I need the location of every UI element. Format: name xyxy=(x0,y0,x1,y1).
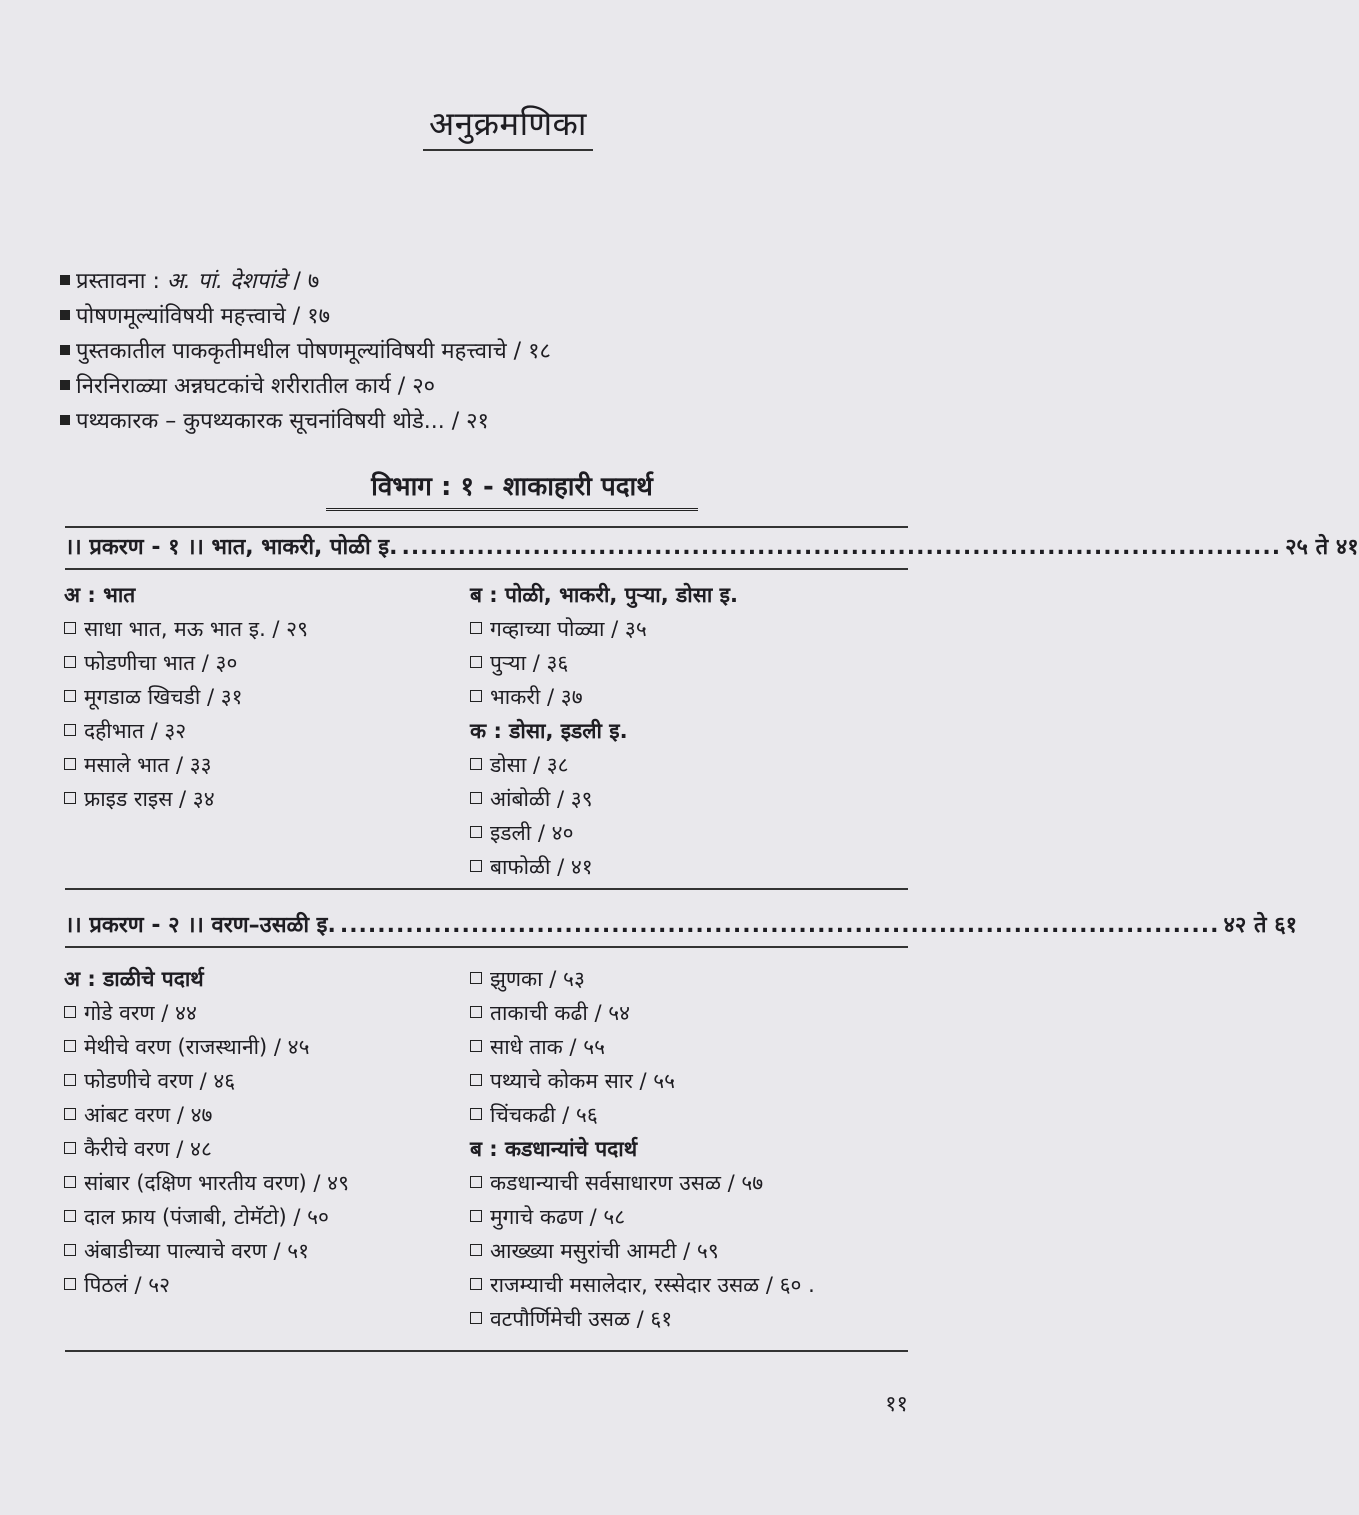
list-item: मुगाचे कढण / ५८ xyxy=(470,1200,815,1234)
checkbox-icon xyxy=(470,792,482,804)
checkbox-icon xyxy=(64,1278,76,1290)
list-item: साधा भात, मऊ भात इ. / २९ xyxy=(64,612,308,646)
list-item: साधे ताक / ५५ xyxy=(470,1030,815,1064)
intro-item: पुस्तकातील पाककृतीमधील पोषणमूल्यांविषयी महत्त्वाचे / १८ xyxy=(60,334,551,369)
checkbox-icon xyxy=(64,1108,76,1120)
list-item: फोडणीचा भात / ३० xyxy=(64,646,308,680)
checkbox-icon xyxy=(470,1278,482,1290)
list-item: मेथीचे वरण (राजस्थानी) / ४५ xyxy=(64,1030,349,1064)
list-item: दाल फ्राय (पंजाबी, टोमॅटो) / ५० xyxy=(64,1200,349,1234)
checkbox-icon xyxy=(470,656,482,668)
list-item: आंबट वरण / ४७ xyxy=(64,1098,349,1132)
subsection-heading: ब : कडधान्यांचे पदार्थ xyxy=(470,1137,638,1161)
list-item: सांबार (दक्षिण भारतीय वरण) / ४९ xyxy=(64,1166,349,1200)
subsection-heading: ब : पोळी, भाकरी, पुऱ्या, डोसा इ. xyxy=(470,583,738,607)
checkbox-icon xyxy=(64,1244,76,1256)
intro-item: पोषणमूल्यांविषयी महत्त्वाचे / १७ xyxy=(60,299,551,334)
checkbox-icon xyxy=(470,1006,482,1018)
list-item: पथ्याचे कोकम सार / ५५ xyxy=(470,1064,815,1098)
checkbox-icon xyxy=(470,1040,482,1052)
square-bullet-icon xyxy=(60,415,70,425)
checkbox-icon xyxy=(64,656,76,668)
list-item: बाफोळी / ४१ xyxy=(470,850,738,884)
checkbox-icon xyxy=(470,1074,482,1086)
list-item: कडधान्याची सर्वसाधारण उसळ / ५७ xyxy=(470,1166,815,1200)
list-item: मूगडाळ खिचडी / ३१ xyxy=(64,680,308,714)
chapter-1-heading: ।। प्रकरण - १ ।। भात, भाकरी, पोळी इ. .............................................................................................. २५ ते ४१ xyxy=(65,535,1359,560)
list-item: आख्ख्या मसुरांची आमटी / ५९ xyxy=(470,1234,815,1268)
checkbox-icon xyxy=(470,1312,482,1324)
checkbox-icon xyxy=(470,690,482,702)
list-item: फ्राइड राइस / ३४ xyxy=(64,782,308,816)
list-item: ताकाची कढी / ५४ xyxy=(470,996,815,1030)
list-item: पिठलं / ५२ xyxy=(64,1268,349,1302)
checkbox-icon xyxy=(64,622,76,634)
checkbox-icon xyxy=(64,1210,76,1222)
checkbox-icon xyxy=(64,724,76,736)
checkbox-icon xyxy=(470,1244,482,1256)
checkbox-icon xyxy=(64,1006,76,1018)
list-item: आंबोळी / ३९ xyxy=(470,782,738,816)
checkbox-icon xyxy=(64,1176,76,1188)
checkbox-icon xyxy=(470,758,482,770)
section-heading: विभाग : १ - शाकाहारी पदार्थ xyxy=(326,466,698,511)
list-item: झुणका / ५३ xyxy=(470,962,815,996)
intro-item: निरनिराळ्या अन्नघटकांचे शरीरातील कार्य / २० xyxy=(60,369,551,404)
chapter-1-left-column xyxy=(64,578,308,816)
divider xyxy=(65,888,908,890)
square-bullet-icon xyxy=(60,345,70,355)
subsection-heading: क : डोसा, इडली इ. xyxy=(470,719,628,743)
checkbox-icon xyxy=(470,1108,482,1120)
list-item: राजम्याची मसालेदार, रस्सेदार उसळ / ६० . xyxy=(470,1268,815,1302)
list-item: मसाले भात / ३३ xyxy=(64,748,308,782)
list-item: गोडे वरण / ४४ xyxy=(64,996,349,1030)
list-item: पुऱ्या / ३६ xyxy=(470,646,738,680)
checkbox-icon xyxy=(470,972,482,984)
list-item: कैरीचे वरण / ४८ xyxy=(64,1132,349,1166)
page-title: अनुक्रमणिका xyxy=(0,100,1016,151)
checkbox-icon xyxy=(470,1176,482,1188)
divider xyxy=(65,1350,908,1352)
square-bullet-icon xyxy=(60,380,70,390)
checkbox-icon xyxy=(470,1210,482,1222)
chapter-2-left-column xyxy=(64,962,349,1302)
checkbox-icon xyxy=(64,690,76,702)
divider xyxy=(65,946,908,948)
checkbox-icon xyxy=(64,1074,76,1086)
list-item: डोसा / ३८ xyxy=(470,748,738,782)
list-item: अंबाडीच्या पाल्याचे वरण / ५१ xyxy=(64,1234,349,1268)
list-item: वटपौर्णिमेची उसळ / ६१ xyxy=(470,1302,815,1336)
checkbox-icon xyxy=(470,826,482,838)
intro-item: पथ्यकारक – कुपथ्यकारक सूचनांविषयी थोडे... / २१ xyxy=(60,404,551,439)
square-bullet-icon xyxy=(60,275,70,285)
subsection-heading: अ : डाळीचे पदार्थ xyxy=(64,967,204,991)
checkbox-icon xyxy=(470,860,482,872)
chapter-1-right-column xyxy=(470,578,738,884)
checkbox-icon xyxy=(470,622,482,634)
divider xyxy=(65,568,908,570)
list-item: भाकरी / ३७ xyxy=(470,680,738,714)
list-item: फोडणीचे वरण / ४६ xyxy=(64,1064,349,1098)
subsection-heading: अ : भात xyxy=(64,583,136,607)
author-name: अ. पां. देशपांडे xyxy=(166,269,287,294)
square-bullet-icon xyxy=(60,310,70,320)
list-item: इडली / ४० xyxy=(470,816,738,850)
intro-list xyxy=(60,264,551,439)
page-number: ११ xyxy=(885,1392,908,1417)
checkbox-icon xyxy=(64,792,76,804)
divider xyxy=(65,526,908,528)
checkbox-icon xyxy=(64,1142,76,1154)
checkbox-icon xyxy=(64,1040,76,1052)
list-item: चिंचकढी / ५६ xyxy=(470,1098,815,1132)
chapter-2-right-column xyxy=(470,962,815,1336)
list-item: गव्हाच्या पोळ्या / ३५ xyxy=(470,612,738,646)
intro-item: प्रस्तावना : अ. पां. देशपांडे / ७ xyxy=(60,264,551,299)
checkbox-icon xyxy=(64,758,76,770)
chapter-2-heading: ।। प्रकरण - २ ।। वरण–उसळी इ. .............................................................................................. ४२ ते ६१ xyxy=(65,913,1298,938)
list-item: दहीभात / ३२ xyxy=(64,714,308,748)
